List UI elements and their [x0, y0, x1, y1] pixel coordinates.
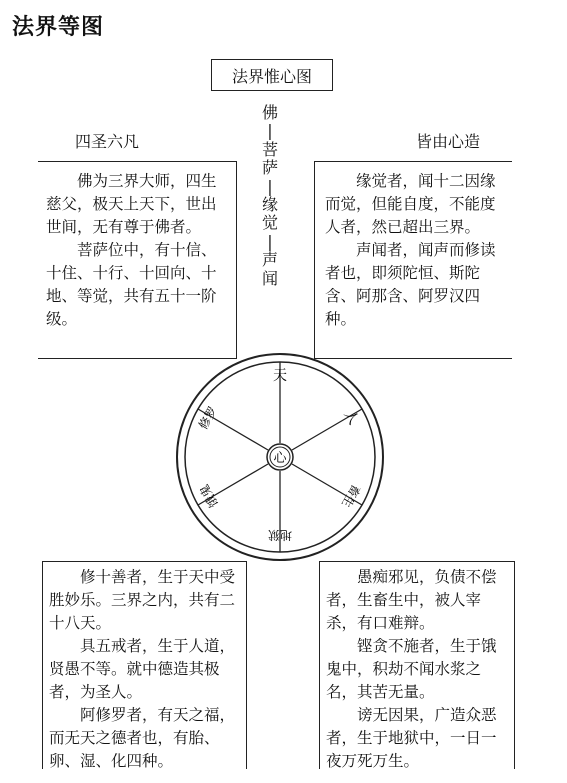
chain-char: 佛	[261, 103, 278, 122]
realm-heaven: 天	[273, 368, 287, 384]
paragraph: 声闻者，闻声而修读者也，即须陀恒、斯陀含、阿那含、阿罗汉四种。	[325, 241, 496, 328]
text-box-heaven-human-asura	[42, 561, 247, 769]
realm-animal: 畜生	[338, 482, 364, 510]
vertical-chain	[259, 104, 281, 288]
chain-char: 菩	[261, 139, 278, 159]
paragraph: 谤无因果，广造众恶者，生于地狱中，一日一夜万死万生。	[326, 706, 497, 770]
label-four-saints-six-ordinary: 四圣六凡	[75, 132, 140, 151]
chain-char: 萨	[261, 158, 278, 178]
realm-hungry-ghost: 饿鬼	[196, 482, 222, 510]
chain-char: 觉	[261, 213, 278, 233]
paragraph: 具五戒者，生于人道，贤愚不等。就中德造其极者，为圣人。	[49, 637, 236, 701]
chain-char: 闻	[261, 268, 278, 288]
paragraph: 佛为三界大师，四生慈父，极天上天下，世出世间，无有尊于佛者。	[46, 172, 217, 236]
chain-char: |	[267, 121, 273, 141]
diagram-title-box	[211, 59, 333, 91]
text-box-buddha-bodhisattva	[38, 161, 237, 359]
realm-hell: 地狱	[267, 528, 293, 542]
paragraph: 修十善者，生于天中受胜妙乐。三界之内，共有二十八天。	[49, 568, 236, 632]
paragraph: 愚痴邪见，负债不偿者，生畜生中，被人宰杀，有口难辩。	[326, 568, 497, 632]
chain-char: 声	[261, 250, 278, 270]
diagram-title: 法界惟心图	[231, 66, 312, 86]
paragraph: 缘觉者，闻十二因缘而觉，但能自度，不能度人者，然已超出三界。	[325, 172, 496, 236]
hub-mind-char: 心	[273, 451, 287, 466]
paragraph: 菩萨位中，有十信、十住、十行、十回向、十地、等觉，共有五十一阶级。	[46, 241, 217, 328]
paragraph: 阿修罗者，有天之福，而无天之德者也，有胎、卵、湿、化四种。	[49, 706, 236, 770]
chain-char: |	[267, 176, 273, 196]
wheel-of-realms	[170, 352, 390, 562]
paragraph: 铿贪不施者，生于饿鬼中，积劫不闻水浆之名，其苦无量。	[326, 637, 497, 701]
realm-asura: 修罗	[195, 404, 221, 432]
text-box-pratyekabuddha-sravaka	[314, 161, 512, 359]
realm-human: 人	[340, 407, 362, 428]
chain-char: |	[267, 231, 273, 251]
text-box-animal-ghost-hell	[319, 561, 515, 769]
page-title: 法界等图	[12, 15, 105, 40]
chain-char: 缘	[261, 194, 278, 214]
label-all-made-by-mind: 皆由心造	[416, 132, 481, 151]
